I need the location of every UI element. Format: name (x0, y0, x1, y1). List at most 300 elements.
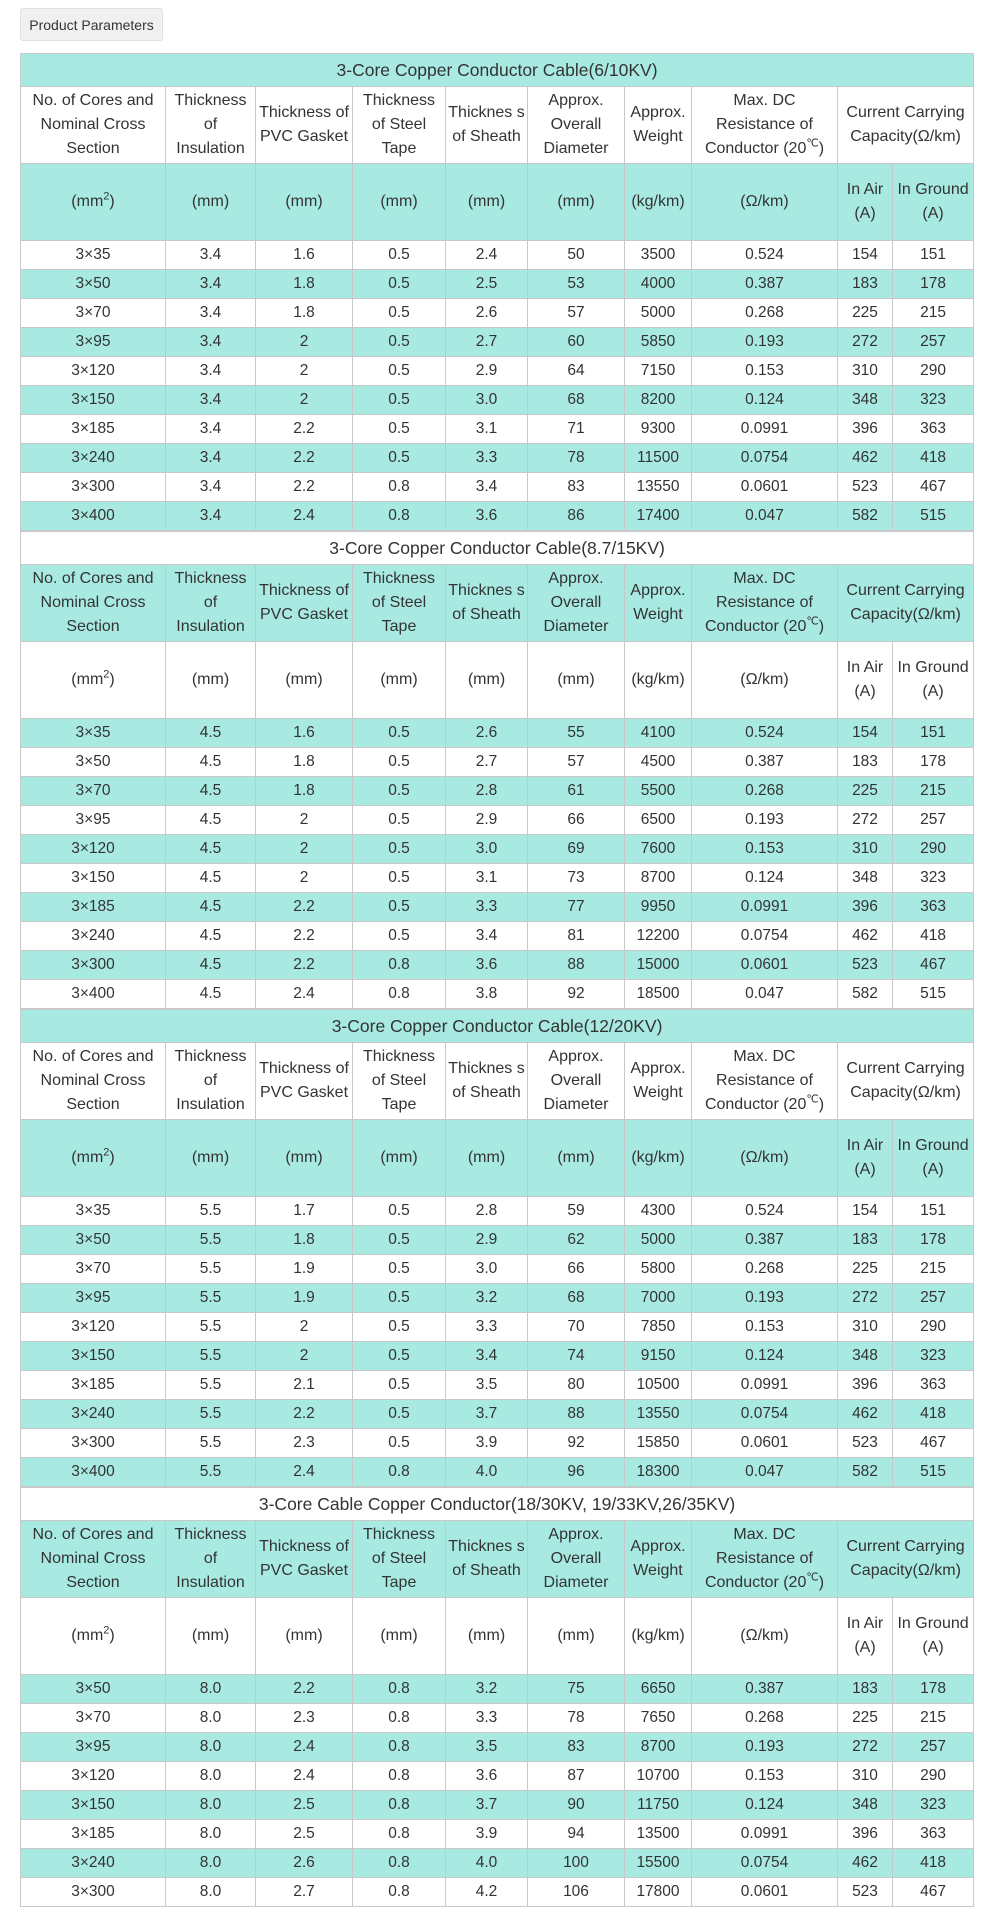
cell-pvc-gasket: 2 (256, 386, 353, 415)
cell-insulation: 3.4 (166, 415, 256, 444)
cell-pvc-gasket: 2.4 (256, 1458, 353, 1487)
cell-weight: 9300 (625, 415, 692, 444)
cell-diameter: 69 (528, 835, 625, 864)
cell-sheath: 3.0 (446, 386, 528, 415)
cell-resistance: 0.153 (692, 1762, 838, 1791)
col-header-resistance: Max. DC Resistance of Conductor (20℃) (692, 1521, 838, 1598)
cell-weight: 8200 (625, 386, 692, 415)
cell-sheath: 2.9 (446, 1226, 528, 1255)
col-header-steel-tape: Thickness of Steel Tape (353, 1043, 446, 1120)
cell-insulation: 4.5 (166, 748, 256, 777)
cell-sheath: 3.0 (446, 835, 528, 864)
table-row (21, 1400, 974, 1429)
cell-sheath: 3.5 (446, 1371, 528, 1400)
unit-resistance: (Ω/km) (692, 1598, 838, 1675)
cell-steel-tape: 0.5 (353, 1342, 446, 1371)
cell-cross-section: 3×240 (21, 444, 166, 473)
col-header-sheath: Thicknes s of Sheath (446, 565, 528, 642)
col-header-pvc-gasket: Thickness of PVC Gasket (256, 87, 353, 164)
unit-in-air: In Air (A) (838, 1598, 893, 1675)
cell-steel-tape: 0.5 (353, 748, 446, 777)
cell-resistance: 0.387 (692, 748, 838, 777)
cell-cross-section: 3×70 (21, 299, 166, 328)
cell-steel-tape: 0.5 (353, 386, 446, 415)
table-row (21, 1342, 974, 1371)
unit-pvc-gasket: (mm) (256, 164, 353, 241)
cell-sheath: 3.5 (446, 1733, 528, 1762)
table-row (21, 1371, 974, 1400)
table-row (21, 1255, 974, 1284)
cell-in-air: 523 (838, 951, 893, 980)
cell-weight: 8700 (625, 1733, 692, 1762)
cell-weight: 5800 (625, 1255, 692, 1284)
table-row (21, 1284, 974, 1313)
cell-pvc-gasket: 2.4 (256, 1733, 353, 1762)
col-header-insulation: Thickness of Insulation (166, 1043, 256, 1120)
col-header-insulation: Thickness of Insulation (166, 565, 256, 642)
table-row (21, 951, 974, 980)
tables-container (20, 53, 973, 1907)
unit-in-ground: In Ground (A) (893, 642, 974, 719)
cell-cross-section: 3×70 (21, 1704, 166, 1733)
cell-diameter: 62 (528, 1226, 625, 1255)
cell-resistance: 0.153 (692, 1313, 838, 1342)
table-row (21, 502, 974, 531)
unit-area: $(mm^2)$ (21, 1598, 166, 1675)
cell-diameter: 61 (528, 777, 625, 806)
cell-resistance: 0.0991 (692, 893, 838, 922)
cell-sheath: 3.1 (446, 415, 528, 444)
cell-in-ground: 363 (893, 893, 974, 922)
cell-diameter: 55 (528, 719, 625, 748)
cell-insulation: 3.4 (166, 502, 256, 531)
cell-weight: 13550 (625, 473, 692, 502)
col-header-capacity: Current Carrying Capacity(Ω/km) (838, 1043, 974, 1120)
cell-resistance: 0.387 (692, 1675, 838, 1704)
cell-in-ground: 178 (893, 748, 974, 777)
unit-insulation: (mm) (166, 1598, 256, 1675)
cell-insulation: 8.0 (166, 1762, 256, 1791)
cell-resistance: 0.0991 (692, 1820, 838, 1849)
unit-in-air: In Air (A) (838, 164, 893, 241)
table-row (21, 241, 974, 270)
cell-sheath: 2.5 (446, 270, 528, 299)
cell-cross-section: 3×150 (21, 386, 166, 415)
col-header-diameter: Approx. Overall Diameter (528, 87, 625, 164)
cell-sheath: 3.3 (446, 444, 528, 473)
cell-cross-section: 3×120 (21, 1762, 166, 1791)
cell-pvc-gasket: 1.8 (256, 777, 353, 806)
unit-diameter: (mm) (528, 1120, 625, 1197)
cell-in-air: 523 (838, 473, 893, 502)
cell-insulation: 5.5 (166, 1458, 256, 1487)
cell-in-ground: 151 (893, 1197, 974, 1226)
cell-in-ground: 151 (893, 241, 974, 270)
col-header-sheath: Thicknes s of Sheath (446, 87, 528, 164)
cell-pvc-gasket: 2.4 (256, 980, 353, 1009)
cell-in-ground: 290 (893, 1313, 974, 1342)
col-header-weight: Approx. Weight (625, 87, 692, 164)
cell-weight: 7150 (625, 357, 692, 386)
col-header-steel-tape: Thickness of Steel Tape (353, 565, 446, 642)
cell-insulation: 4.5 (166, 980, 256, 1009)
cell-insulation: 3.4 (166, 386, 256, 415)
cell-steel-tape: 0.8 (353, 1675, 446, 1704)
cell-insulation: 5.5 (166, 1371, 256, 1400)
cell-diameter: 59 (528, 1197, 625, 1226)
cell-steel-tape: 0.5 (353, 444, 446, 473)
cell-insulation: 4.5 (166, 719, 256, 748)
cell-diameter: 60 (528, 328, 625, 357)
product-parameters-tab[interactable]: Product Parameters (20, 8, 163, 41)
cell-in-air: 272 (838, 806, 893, 835)
table-row (21, 893, 974, 922)
cell-in-air: 396 (838, 1820, 893, 1849)
cell-in-ground: 467 (893, 951, 974, 980)
cell-sheath: 2.7 (446, 748, 528, 777)
cell-diameter: 71 (528, 415, 625, 444)
cell-resistance: 0.047 (692, 1458, 838, 1487)
cell-resistance: 0.193 (692, 1733, 838, 1762)
cell-diameter: 73 (528, 864, 625, 893)
table-row (21, 1675, 974, 1704)
cell-insulation: 4.5 (166, 922, 256, 951)
cell-weight: 9150 (625, 1342, 692, 1371)
cell-cross-section: 3×185 (21, 1820, 166, 1849)
cell-pvc-gasket: 2 (256, 357, 353, 386)
cell-diameter: 94 (528, 1820, 625, 1849)
cell-pvc-gasket: 2.5 (256, 1820, 353, 1849)
unit-steel-tape: (mm) (353, 1598, 446, 1675)
table-row (21, 1878, 974, 1907)
cell-diameter: 81 (528, 922, 625, 951)
cell-resistance: 0.0601 (692, 1429, 838, 1458)
unit-area: $(mm^2)$ (21, 164, 166, 241)
cell-weight: 17800 (625, 1878, 692, 1907)
cell-in-ground: 257 (893, 1733, 974, 1762)
table-row (21, 980, 974, 1009)
cell-weight: 4300 (625, 1197, 692, 1226)
unit-insulation: (mm) (166, 1120, 256, 1197)
cell-pvc-gasket: 1.9 (256, 1255, 353, 1284)
cell-cross-section: 3×400 (21, 1458, 166, 1487)
cell-in-ground: 178 (893, 1675, 974, 1704)
cell-in-air: 582 (838, 980, 893, 1009)
cell-diameter: 88 (528, 1400, 625, 1429)
cell-insulation: 4.5 (166, 893, 256, 922)
cell-sheath: 3.2 (446, 1284, 528, 1313)
cell-in-ground: 215 (893, 1255, 974, 1284)
cell-steel-tape: 0.5 (353, 1226, 446, 1255)
cell-weight: 4500 (625, 748, 692, 777)
cell-weight: 18500 (625, 980, 692, 1009)
unit-insulation: (mm) (166, 642, 256, 719)
cell-insulation: 4.5 (166, 951, 256, 980)
cell-weight: 11500 (625, 444, 692, 473)
cell-steel-tape: 0.5 (353, 777, 446, 806)
cell-pvc-gasket: 2.5 (256, 1791, 353, 1820)
cell-steel-tape: 0.5 (353, 835, 446, 864)
cell-resistance: 0.268 (692, 1255, 838, 1284)
cell-in-ground: 215 (893, 299, 974, 328)
cell-insulation: 5.5 (166, 1255, 256, 1284)
cell-pvc-gasket: 1.6 (256, 241, 353, 270)
cell-resistance: 0.524 (692, 1197, 838, 1226)
cell-insulation: 8.0 (166, 1675, 256, 1704)
cell-weight: 10500 (625, 1371, 692, 1400)
unit-weight: (kg/km) (625, 164, 692, 241)
cell-resistance: 0.124 (692, 864, 838, 893)
cell-diameter: 88 (528, 951, 625, 980)
cell-in-air: 523 (838, 1878, 893, 1907)
cell-in-ground: 418 (893, 1849, 974, 1878)
cell-in-ground: 323 (893, 1791, 974, 1820)
cell-in-air: 183 (838, 1226, 893, 1255)
cell-pvc-gasket: 2.1 (256, 1371, 353, 1400)
table-row (21, 415, 974, 444)
cell-steel-tape: 0.8 (353, 1733, 446, 1762)
table-row (21, 864, 974, 893)
cell-diameter: 92 (528, 1429, 625, 1458)
cell-resistance: 0.0991 (692, 415, 838, 444)
cell-sheath: 3.8 (446, 980, 528, 1009)
cell-steel-tape: 0.5 (353, 299, 446, 328)
table-row (21, 1849, 974, 1878)
cell-in-air: 225 (838, 299, 893, 328)
cell-in-air: 272 (838, 1733, 893, 1762)
cell-sheath: 4.2 (446, 1878, 528, 1907)
cell-sheath: 2.9 (446, 806, 528, 835)
cell-cross-section: 3×35 (21, 241, 166, 270)
cell-weight: 8700 (625, 864, 692, 893)
cell-diameter: 53 (528, 270, 625, 299)
cell-cross-section: 3×50 (21, 748, 166, 777)
cell-sheath: 4.0 (446, 1849, 528, 1878)
cell-sheath: 2.9 (446, 357, 528, 386)
unit-weight: (kg/km) (625, 1598, 692, 1675)
cell-in-ground: 467 (893, 1878, 974, 1907)
cell-insulation: 5.5 (166, 1400, 256, 1429)
cell-weight: 12200 (625, 922, 692, 951)
cell-cross-section: 3×150 (21, 864, 166, 893)
col-header-capacity: Current Carrying Capacity(Ω/km) (838, 1521, 974, 1598)
cell-pvc-gasket: 2.3 (256, 1704, 353, 1733)
cell-steel-tape: 0.5 (353, 1313, 446, 1342)
cell-pvc-gasket: 1.8 (256, 1226, 353, 1255)
cell-steel-tape: 0.8 (353, 1791, 446, 1820)
cell-in-ground: 151 (893, 719, 974, 748)
cell-diameter: 83 (528, 473, 625, 502)
unit-in-ground: In Ground (A) (893, 1120, 974, 1197)
table-row (21, 719, 974, 748)
col-header-sheath: Thicknes s of Sheath (446, 1521, 528, 1598)
cell-insulation: 5.5 (166, 1226, 256, 1255)
col-header-weight: Approx. Weight (625, 565, 692, 642)
cell-diameter: 50 (528, 241, 625, 270)
cell-in-ground: 257 (893, 806, 974, 835)
cell-resistance: 0.268 (692, 299, 838, 328)
cell-in-air: 396 (838, 415, 893, 444)
unit-row (21, 1598, 974, 1675)
cell-diameter: 77 (528, 893, 625, 922)
cell-in-air: 183 (838, 748, 893, 777)
cell-in-air: 154 (838, 719, 893, 748)
cell-in-ground: 418 (893, 1400, 974, 1429)
cell-pvc-gasket: 2.7 (256, 1878, 353, 1907)
table-row (21, 1197, 974, 1226)
cell-pvc-gasket: 2.2 (256, 922, 353, 951)
cell-diameter: 64 (528, 357, 625, 386)
cell-sheath: 2.7 (446, 328, 528, 357)
cell-in-ground: 215 (893, 1704, 974, 1733)
unit-pvc-gasket: (mm) (256, 1120, 353, 1197)
cell-cross-section: 3×185 (21, 1371, 166, 1400)
table-title: 3-Core Cable Copper Conductor(18/30KV, 19/33KV,26/35KV) (21, 1488, 974, 1521)
cell-in-air: 225 (838, 1704, 893, 1733)
col-header-steel-tape: Thickness of Steel Tape (353, 87, 446, 164)
cell-cross-section: 3×50 (21, 1226, 166, 1255)
cell-resistance: 0.0754 (692, 1400, 838, 1429)
cell-insulation: 8.0 (166, 1733, 256, 1762)
cell-steel-tape: 0.8 (353, 473, 446, 502)
cell-sheath: 2.4 (446, 241, 528, 270)
cell-steel-tape: 0.5 (353, 270, 446, 299)
table-title: 3-Core Copper Conductor Cable(12/20KV) (21, 1010, 974, 1043)
cell-in-air: 310 (838, 1762, 893, 1791)
spec-table-4 (20, 1487, 974, 1907)
cell-diameter: 100 (528, 1849, 625, 1878)
cell-in-ground: 257 (893, 328, 974, 357)
cell-cross-section: 3×95 (21, 1733, 166, 1762)
cell-in-air: 225 (838, 777, 893, 806)
cell-in-ground: 178 (893, 270, 974, 299)
cell-resistance: 0.0991 (692, 1371, 838, 1400)
cell-sheath: 2.8 (446, 1197, 528, 1226)
unit-resistance: (Ω/km) (692, 164, 838, 241)
col-header-sheath: Thicknes s of Sheath (446, 1043, 528, 1120)
cell-weight: 3500 (625, 241, 692, 270)
unit-row (21, 164, 974, 241)
cell-insulation: 3.4 (166, 241, 256, 270)
cell-cross-section: 3×240 (21, 1849, 166, 1878)
table-title: 3-Core Copper Conductor Cable(6/10KV) (21, 54, 974, 87)
cell-diameter: 78 (528, 444, 625, 473)
cell-sheath: 3.6 (446, 1762, 528, 1791)
cell-in-air: 396 (838, 893, 893, 922)
table-title-row (21, 54, 974, 87)
cell-in-air: 523 (838, 1429, 893, 1458)
cell-pvc-gasket: 1.9 (256, 1284, 353, 1313)
cell-diameter: 68 (528, 1284, 625, 1313)
cell-sheath: 3.7 (446, 1791, 528, 1820)
cell-resistance: 0.524 (692, 719, 838, 748)
cell-resistance: 0.0754 (692, 444, 838, 473)
cell-in-air: 348 (838, 864, 893, 893)
cell-pvc-gasket: 2.2 (256, 951, 353, 980)
cell-cross-section: 3×300 (21, 1878, 166, 1907)
cell-diameter: 86 (528, 502, 625, 531)
cell-steel-tape: 0.5 (353, 1197, 446, 1226)
cell-weight: 5850 (625, 328, 692, 357)
cell-weight: 15000 (625, 951, 692, 980)
unit-area: $(mm^2)$ (21, 642, 166, 719)
table-row (21, 777, 974, 806)
cell-insulation: 8.0 (166, 1878, 256, 1907)
cell-weight: 7600 (625, 835, 692, 864)
col-header-diameter: Approx. Overall Diameter (528, 1521, 625, 1598)
cell-in-air: 154 (838, 1197, 893, 1226)
unit-pvc-gasket: (mm) (256, 1598, 353, 1675)
unit-diameter: (mm) (528, 164, 625, 241)
cell-insulation: 4.5 (166, 835, 256, 864)
cell-cross-section: 3×35 (21, 1197, 166, 1226)
unit-diameter: (mm) (528, 642, 625, 719)
table-row (21, 386, 974, 415)
table-row (21, 922, 974, 951)
cell-in-air: 183 (838, 1675, 893, 1704)
cell-cross-section: 3×50 (21, 270, 166, 299)
cell-cross-section: 3×185 (21, 893, 166, 922)
table-row (21, 806, 974, 835)
cell-steel-tape: 0.5 (353, 357, 446, 386)
cell-in-air: 310 (838, 1313, 893, 1342)
cell-sheath: 3.6 (446, 502, 528, 531)
col-header-weight: Approx. Weight (625, 1521, 692, 1598)
cell-insulation: 3.4 (166, 328, 256, 357)
header-row (21, 1521, 974, 1598)
cell-in-air: 272 (838, 1284, 893, 1313)
cell-insulation: 3.4 (166, 357, 256, 386)
cell-cross-section: 3×300 (21, 1429, 166, 1458)
cell-insulation: 3.4 (166, 299, 256, 328)
unit-row (21, 642, 974, 719)
cell-steel-tape: 0.5 (353, 328, 446, 357)
cell-insulation: 5.5 (166, 1197, 256, 1226)
cell-cross-section: 3×95 (21, 806, 166, 835)
header-row (21, 1043, 974, 1120)
table-row (21, 444, 974, 473)
cell-in-ground: 467 (893, 1429, 974, 1458)
unit-sheath: (mm) (446, 1120, 528, 1197)
cell-insulation: 3.4 (166, 473, 256, 502)
cell-cross-section: 3×300 (21, 951, 166, 980)
cell-steel-tape: 0.8 (353, 951, 446, 980)
cell-weight: 6650 (625, 1675, 692, 1704)
cell-sheath: 3.7 (446, 1400, 528, 1429)
table-row (21, 1226, 974, 1255)
header-row (21, 565, 974, 642)
cell-steel-tape: 0.8 (353, 502, 446, 531)
col-header-cross-section: No. of Cores and Nominal Cross Section (21, 87, 166, 164)
cell-pvc-gasket: 2.4 (256, 502, 353, 531)
cell-in-ground: 178 (893, 1226, 974, 1255)
cell-weight: 7850 (625, 1313, 692, 1342)
cell-diameter: 90 (528, 1791, 625, 1820)
cell-resistance: 0.153 (692, 357, 838, 386)
cell-diameter: 74 (528, 1342, 625, 1371)
table-row (21, 1429, 974, 1458)
table-row (21, 1733, 974, 1762)
cell-in-ground: 215 (893, 777, 974, 806)
cell-diameter: 75 (528, 1675, 625, 1704)
cell-insulation: 4.5 (166, 777, 256, 806)
table-title: 3-Core Copper Conductor Cable(8.7/15KV) (21, 532, 974, 565)
col-header-capacity: Current Carrying Capacity(Ω/km) (838, 87, 974, 164)
cell-steel-tape: 0.8 (353, 1762, 446, 1791)
table-row (21, 1762, 974, 1791)
cell-insulation: 8.0 (166, 1704, 256, 1733)
cell-sheath: 3.3 (446, 1704, 528, 1733)
